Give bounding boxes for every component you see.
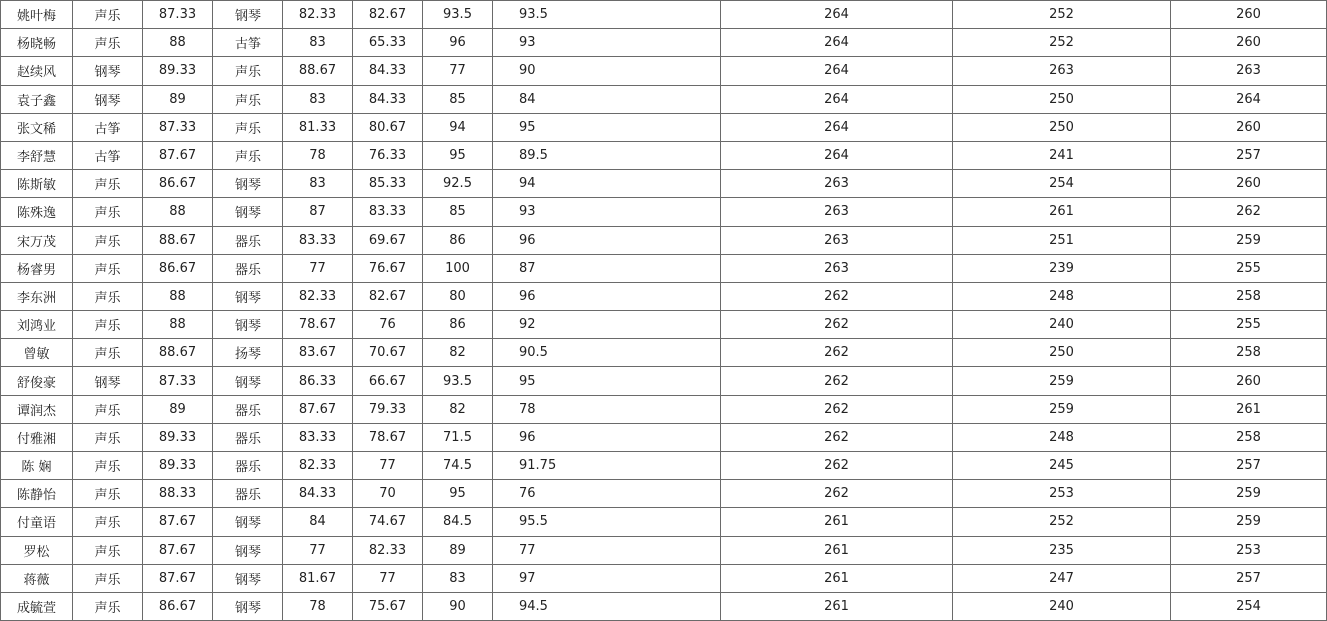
total-cell: 260 <box>1171 113 1327 141</box>
score-cell: 95 <box>493 113 721 141</box>
total-cell: 257 <box>1171 141 1327 169</box>
score-cell: 90.5 <box>493 339 721 367</box>
total-cell: 264 <box>1171 85 1327 113</box>
minor-score-cell: 82.33 <box>283 282 353 310</box>
total-cell: 258 <box>1171 423 1327 451</box>
total-cell: 252 <box>953 29 1171 57</box>
minor-score-cell: 83 <box>283 29 353 57</box>
major-score-cell: 87.33 <box>143 367 213 395</box>
score-cell: 82 <box>423 339 493 367</box>
total-cell: 261 <box>953 198 1171 226</box>
table-row <box>1 452 1327 480</box>
total-cell: 262 <box>721 367 953 395</box>
total-cell: 264 <box>721 57 953 85</box>
total-cell: 252 <box>953 1 1171 29</box>
major-score-cell: 89.33 <box>143 423 213 451</box>
total-cell: 255 <box>1171 311 1327 339</box>
table-row <box>1 508 1327 536</box>
total-cell: 241 <box>953 141 1171 169</box>
minor-cell: 器乐 <box>213 254 283 282</box>
minor-score-cell: 78.67 <box>283 311 353 339</box>
score-cell: 84.5 <box>423 508 493 536</box>
total-cell: 259 <box>1171 226 1327 254</box>
score-cell: 77 <box>353 564 423 592</box>
total-cell: 264 <box>721 85 953 113</box>
total-cell: 262 <box>721 339 953 367</box>
total-cell: 260 <box>1171 29 1327 57</box>
total-cell: 259 <box>1171 480 1327 508</box>
score-cell: 96 <box>423 29 493 57</box>
score-cell: 78.67 <box>353 423 423 451</box>
total-cell: 263 <box>1171 57 1327 85</box>
score-cell: 83 <box>423 564 493 592</box>
score-cell: 77 <box>493 536 721 564</box>
score-cell: 87 <box>493 254 721 282</box>
major-score-cell: 87.67 <box>143 564 213 592</box>
total-cell: 262 <box>721 395 953 423</box>
total-cell: 264 <box>721 113 953 141</box>
minor-score-cell: 81.33 <box>283 113 353 141</box>
total-cell: 262 <box>721 282 953 310</box>
score-cell: 95 <box>493 367 721 395</box>
total-cell: 264 <box>721 29 953 57</box>
total-cell: 254 <box>1171 592 1327 620</box>
major-score-cell: 88.33 <box>143 480 213 508</box>
minor-score-cell: 78 <box>283 592 353 620</box>
total-cell: 263 <box>721 170 953 198</box>
score-cell: 76.33 <box>353 141 423 169</box>
student-name-cell: 袁子鑫 <box>1 85 73 113</box>
major-score-cell: 89.33 <box>143 57 213 85</box>
minor-score-cell: 78 <box>283 141 353 169</box>
major-score-cell: 89 <box>143 85 213 113</box>
score-cell: 93 <box>493 198 721 226</box>
minor-score-cell: 83.33 <box>283 423 353 451</box>
minor-cell: 扬琴 <box>213 339 283 367</box>
minor-score-cell: 81.67 <box>283 564 353 592</box>
score-cell: 92 <box>493 311 721 339</box>
table-row <box>1 141 1327 169</box>
score-cell: 97 <box>493 564 721 592</box>
total-cell: 262 <box>721 452 953 480</box>
major-score-cell: 88.67 <box>143 226 213 254</box>
table-row <box>1 226 1327 254</box>
score-cell: 71.5 <box>423 423 493 451</box>
score-cell: 93 <box>493 29 721 57</box>
total-cell: 258 <box>1171 282 1327 310</box>
score-cell: 74.5 <box>423 452 493 480</box>
minor-score-cell: 87.67 <box>283 395 353 423</box>
table-row <box>1 85 1327 113</box>
student-name-cell: 陈斯敏 <box>1 170 73 198</box>
table-row <box>1 198 1327 226</box>
total-cell: 263 <box>721 226 953 254</box>
major-cell: 声乐 <box>73 282 143 310</box>
total-cell: 260 <box>1171 367 1327 395</box>
major-cell: 声乐 <box>73 170 143 198</box>
score-cell: 76 <box>353 311 423 339</box>
major-cell: 钢琴 <box>73 57 143 85</box>
major-score-cell: 87.33 <box>143 113 213 141</box>
minor-score-cell: 77 <box>283 254 353 282</box>
score-cell: 80.67 <box>353 113 423 141</box>
major-score-cell: 88 <box>143 29 213 57</box>
total-cell: 258 <box>1171 339 1327 367</box>
score-cell: 93.5 <box>493 1 721 29</box>
total-cell: 252 <box>953 508 1171 536</box>
total-cell: 248 <box>953 423 1171 451</box>
total-cell: 253 <box>1171 536 1327 564</box>
total-cell: 261 <box>721 564 953 592</box>
student-name-cell: 张文稀 <box>1 113 73 141</box>
total-cell: 257 <box>1171 564 1327 592</box>
total-cell: 251 <box>953 226 1171 254</box>
total-cell: 240 <box>953 311 1171 339</box>
table-row <box>1 480 1327 508</box>
score-cell: 94 <box>493 170 721 198</box>
minor-score-cell: 84 <box>283 508 353 536</box>
score-cell: 90 <box>423 592 493 620</box>
major-score-cell: 87.67 <box>143 508 213 536</box>
score-cell: 74.67 <box>353 508 423 536</box>
student-name-cell: 李东洲 <box>1 282 73 310</box>
minor-score-cell: 83 <box>283 170 353 198</box>
major-cell: 钢琴 <box>73 85 143 113</box>
score-cell: 84.33 <box>353 85 423 113</box>
student-name-cell: 陈 娴 <box>1 452 73 480</box>
total-cell: 253 <box>953 480 1171 508</box>
major-score-cell: 88 <box>143 282 213 310</box>
score-cell: 94 <box>423 113 493 141</box>
table-body <box>1 1 1327 621</box>
major-cell: 声乐 <box>73 480 143 508</box>
score-cell: 93.5 <box>423 1 493 29</box>
table-row <box>1 423 1327 451</box>
student-name-cell: 李舒慧 <box>1 141 73 169</box>
total-cell: 240 <box>953 592 1171 620</box>
minor-score-cell: 83.33 <box>283 226 353 254</box>
total-cell: 257 <box>1171 452 1327 480</box>
total-cell: 261 <box>721 536 953 564</box>
table-row <box>1 592 1327 620</box>
major-score-cell: 89.33 <box>143 452 213 480</box>
total-cell: 262 <box>721 311 953 339</box>
total-cell: 247 <box>953 564 1171 592</box>
student-name-cell: 刘鸿业 <box>1 311 73 339</box>
score-cell: 70 <box>353 480 423 508</box>
total-cell: 259 <box>953 367 1171 395</box>
score-cell: 89 <box>423 536 493 564</box>
table-row <box>1 564 1327 592</box>
major-score-cell: 89 <box>143 395 213 423</box>
major-cell: 声乐 <box>73 564 143 592</box>
major-cell: 声乐 <box>73 198 143 226</box>
minor-score-cell: 83 <box>283 85 353 113</box>
table-row <box>1 282 1327 310</box>
student-name-cell: 曾敏 <box>1 339 73 367</box>
score-cell: 79.33 <box>353 395 423 423</box>
student-name-cell: 杨晓畅 <box>1 29 73 57</box>
score-cell: 70.67 <box>353 339 423 367</box>
score-cell: 95.5 <box>493 508 721 536</box>
major-score-cell: 87.67 <box>143 141 213 169</box>
minor-cell: 钢琴 <box>213 536 283 564</box>
total-cell: 250 <box>953 339 1171 367</box>
student-name-cell: 蒋薇 <box>1 564 73 592</box>
major-cell: 钢琴 <box>73 367 143 395</box>
total-cell: 263 <box>721 198 953 226</box>
score-cell: 80 <box>423 282 493 310</box>
minor-cell: 钢琴 <box>213 311 283 339</box>
score-cell: 96 <box>493 282 721 310</box>
minor-score-cell: 77 <box>283 536 353 564</box>
student-name-cell: 谭润杰 <box>1 395 73 423</box>
major-cell: 声乐 <box>73 339 143 367</box>
score-cell: 85 <box>423 85 493 113</box>
minor-score-cell: 83.67 <box>283 339 353 367</box>
minor-cell: 声乐 <box>213 57 283 85</box>
student-name-cell: 宋万茂 <box>1 226 73 254</box>
total-cell: 259 <box>953 395 1171 423</box>
total-cell: 263 <box>721 254 953 282</box>
major-cell: 声乐 <box>73 508 143 536</box>
score-cell: 93.5 <box>423 367 493 395</box>
total-cell: 262 <box>721 423 953 451</box>
minor-cell: 器乐 <box>213 226 283 254</box>
major-score-cell: 87.33 <box>143 1 213 29</box>
minor-cell: 器乐 <box>213 480 283 508</box>
minor-cell: 钢琴 <box>213 508 283 536</box>
total-cell: 261 <box>1171 395 1327 423</box>
score-cell: 65.33 <box>353 29 423 57</box>
major-score-cell: 86.67 <box>143 254 213 282</box>
score-cell: 75.67 <box>353 592 423 620</box>
table-row <box>1 113 1327 141</box>
total-cell: 264 <box>721 141 953 169</box>
table-row <box>1 367 1327 395</box>
table-row <box>1 29 1327 57</box>
student-name-cell: 付童语 <box>1 508 73 536</box>
major-cell: 声乐 <box>73 592 143 620</box>
minor-cell: 声乐 <box>213 141 283 169</box>
total-cell: 264 <box>721 1 953 29</box>
table-row <box>1 254 1327 282</box>
minor-cell: 钢琴 <box>213 592 283 620</box>
minor-cell: 钢琴 <box>213 170 283 198</box>
score-cell: 86 <box>423 226 493 254</box>
minor-cell: 古筝 <box>213 29 283 57</box>
major-score-cell: 88.67 <box>143 339 213 367</box>
total-cell: 245 <box>953 452 1171 480</box>
score-cell: 82.67 <box>353 282 423 310</box>
total-cell: 250 <box>953 113 1171 141</box>
student-name-cell: 赵续风 <box>1 57 73 85</box>
minor-cell: 钢琴 <box>213 367 283 395</box>
table-row <box>1 536 1327 564</box>
score-cell: 84.33 <box>353 57 423 85</box>
minor-cell: 声乐 <box>213 113 283 141</box>
score-cell: 86 <box>423 311 493 339</box>
table-row <box>1 1 1327 29</box>
total-cell: 260 <box>1171 1 1327 29</box>
score-cell: 83.33 <box>353 198 423 226</box>
minor-score-cell: 84.33 <box>283 480 353 508</box>
student-name-cell: 付雅湘 <box>1 423 73 451</box>
score-cell: 94.5 <box>493 592 721 620</box>
minor-score-cell: 86.33 <box>283 367 353 395</box>
score-cell: 82.33 <box>353 536 423 564</box>
score-cell: 92.5 <box>423 170 493 198</box>
major-cell: 声乐 <box>73 536 143 564</box>
minor-cell: 钢琴 <box>213 282 283 310</box>
minor-score-cell: 82.33 <box>283 452 353 480</box>
table-row <box>1 339 1327 367</box>
student-name-cell: 舒俊豪 <box>1 367 73 395</box>
minor-cell: 器乐 <box>213 395 283 423</box>
total-cell: 239 <box>953 254 1171 282</box>
table-row <box>1 311 1327 339</box>
student-name-cell: 罗松 <box>1 536 73 564</box>
major-score-cell: 88 <box>143 198 213 226</box>
total-cell: 262 <box>721 480 953 508</box>
student-name-cell: 成毓萱 <box>1 592 73 620</box>
major-cell: 声乐 <box>73 452 143 480</box>
total-cell: 255 <box>1171 254 1327 282</box>
score-cell: 77 <box>353 452 423 480</box>
minor-cell: 钢琴 <box>213 1 283 29</box>
score-cell: 77 <box>423 57 493 85</box>
minor-cell: 钢琴 <box>213 198 283 226</box>
score-cell: 96 <box>493 226 721 254</box>
student-name-cell: 姚叶梅 <box>1 1 73 29</box>
total-cell: 263 <box>953 57 1171 85</box>
major-score-cell: 87.67 <box>143 536 213 564</box>
major-cell: 声乐 <box>73 254 143 282</box>
score-cell: 84 <box>493 85 721 113</box>
minor-score-cell: 87 <box>283 198 353 226</box>
total-cell: 235 <box>953 536 1171 564</box>
score-cell: 69.67 <box>353 226 423 254</box>
student-name-cell: 陈静怡 <box>1 480 73 508</box>
major-cell: 声乐 <box>73 29 143 57</box>
total-cell: 261 <box>721 508 953 536</box>
minor-score-cell: 82.33 <box>283 1 353 29</box>
minor-score-cell: 88.67 <box>283 57 353 85</box>
minor-cell: 器乐 <box>213 423 283 451</box>
score-cell: 85 <box>423 198 493 226</box>
score-cell: 66.67 <box>353 367 423 395</box>
score-cell: 82.67 <box>353 1 423 29</box>
score-cell: 76 <box>493 480 721 508</box>
score-cell: 78 <box>493 395 721 423</box>
major-score-cell: 86.67 <box>143 592 213 620</box>
score-cell: 95 <box>423 480 493 508</box>
major-cell: 古筝 <box>73 141 143 169</box>
major-cell: 声乐 <box>73 226 143 254</box>
major-score-cell: 88 <box>143 311 213 339</box>
score-cell: 76.67 <box>353 254 423 282</box>
total-cell: 259 <box>1171 508 1327 536</box>
student-name-cell: 陈殊逸 <box>1 198 73 226</box>
score-cell: 85.33 <box>353 170 423 198</box>
major-score-cell: 86.67 <box>143 170 213 198</box>
total-cell: 260 <box>1171 170 1327 198</box>
minor-cell: 声乐 <box>213 85 283 113</box>
score-cell: 90 <box>493 57 721 85</box>
score-cell: 82 <box>423 395 493 423</box>
minor-cell: 钢琴 <box>213 564 283 592</box>
score-cell: 100 <box>423 254 493 282</box>
total-cell: 261 <box>721 592 953 620</box>
score-cell: 96 <box>493 423 721 451</box>
major-cell: 声乐 <box>73 1 143 29</box>
major-cell: 声乐 <box>73 423 143 451</box>
major-cell: 声乐 <box>73 395 143 423</box>
minor-cell: 器乐 <box>213 452 283 480</box>
total-cell: 262 <box>1171 198 1327 226</box>
major-cell: 声乐 <box>73 311 143 339</box>
total-cell: 254 <box>953 170 1171 198</box>
table-row <box>1 170 1327 198</box>
score-cell: 89.5 <box>493 141 721 169</box>
table-row <box>1 57 1327 85</box>
table-row <box>1 395 1327 423</box>
score-cell: 91.75 <box>493 452 721 480</box>
student-name-cell: 杨睿男 <box>1 254 73 282</box>
major-cell: 古筝 <box>73 113 143 141</box>
score-cell: 95 <box>423 141 493 169</box>
total-cell: 248 <box>953 282 1171 310</box>
total-cell: 250 <box>953 85 1171 113</box>
